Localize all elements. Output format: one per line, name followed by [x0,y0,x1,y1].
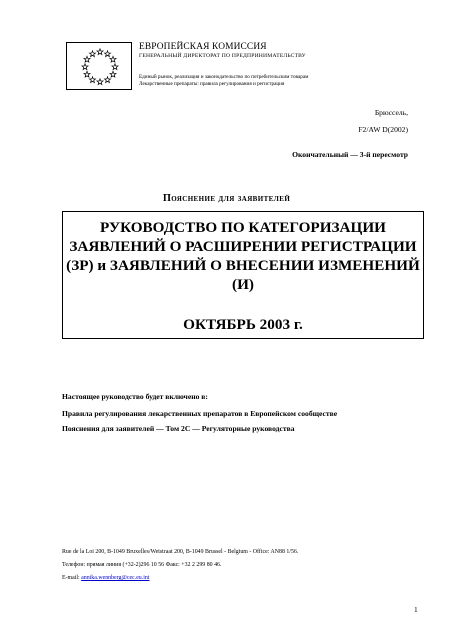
flag-star-icon [97,49,103,55]
flag-star-icon [104,77,110,83]
flag-star-icon [84,71,90,77]
eu-flag-icon [66,42,132,90]
revision-status: Окончательный — 3-й пересмотр [292,150,408,159]
title-box [62,211,424,339]
directorate-name: ГЕНЕРАЛЬНЫЙ ДИРЕКТОРАТ ПО ПРЕДПРИНИМАТЕЛЬСТВУ [139,53,306,59]
flag-star-icon [112,64,118,70]
title-line: ЗАЯВЛЕНИЙ О РАСШИРЕНИИ РЕГИСТРАЦИИ [69,238,417,255]
inclusion-item: Правила регулирования лекарственных препаратов в Европейском сообществе [62,409,338,418]
title-line: РУКОВОДСТВО ПО КАТЕГОРИЗАЦИИ [100,219,386,236]
flag-star-icon [89,77,95,83]
reference-number: F2/AW D(2002) [358,125,408,134]
title-line: (ЗР) и ЗАЯВЛЕНИЙ О ВНЕСЕНИИ ИЗМЕНЕНИЙ [66,257,420,274]
flag-star-icon [89,51,95,57]
unit-line-2: Лекарственные препараты: правила регулирования и регистрация [139,81,285,87]
org-name: ЕВРОПЕЙСКАЯ КОМИССИЯ [139,42,267,52]
document-title [63,218,423,294]
document-date: ОКТЯБРЬ 2003 г. [183,316,303,333]
unit-line-1: Единый рынок, реализация и законодательство по потребительским товарам [139,74,309,80]
notice-label: Пояснение для заявителей [162,193,291,204]
flag-star-icon [104,51,110,57]
email-label: E-mail: [62,575,80,581]
footer-email-line [62,575,149,581]
inclusion-item: Пояснения для заявителей — Том 2С — Регуляторные руководства [62,424,295,433]
flag-star-icon [82,64,88,70]
place-text: Брюссель, [374,108,408,117]
page-number: 1 [414,605,418,614]
footer-address: Rue de la Loi 200, B-1049 Bruxelles/Wetstraat 200, B-1049 Brussel - Belgium - Office: AN88 1/56. [62,549,299,555]
email-link[interactable]: annika.wennberg@cec.eu.int [81,575,150,581]
flag-star-icon [110,56,116,62]
inclusion-intro: Настоящее руководство будет включено в: [62,392,208,401]
title-line: (И) [232,276,254,293]
flag-star-icon [84,56,90,62]
flag-star-icon [110,71,116,77]
footer-phone: Телефон: прямая линия (+32-2)296 10 56 Факс: +32 2 299 80 46. [62,562,222,568]
flag-star-icon [97,79,103,85]
